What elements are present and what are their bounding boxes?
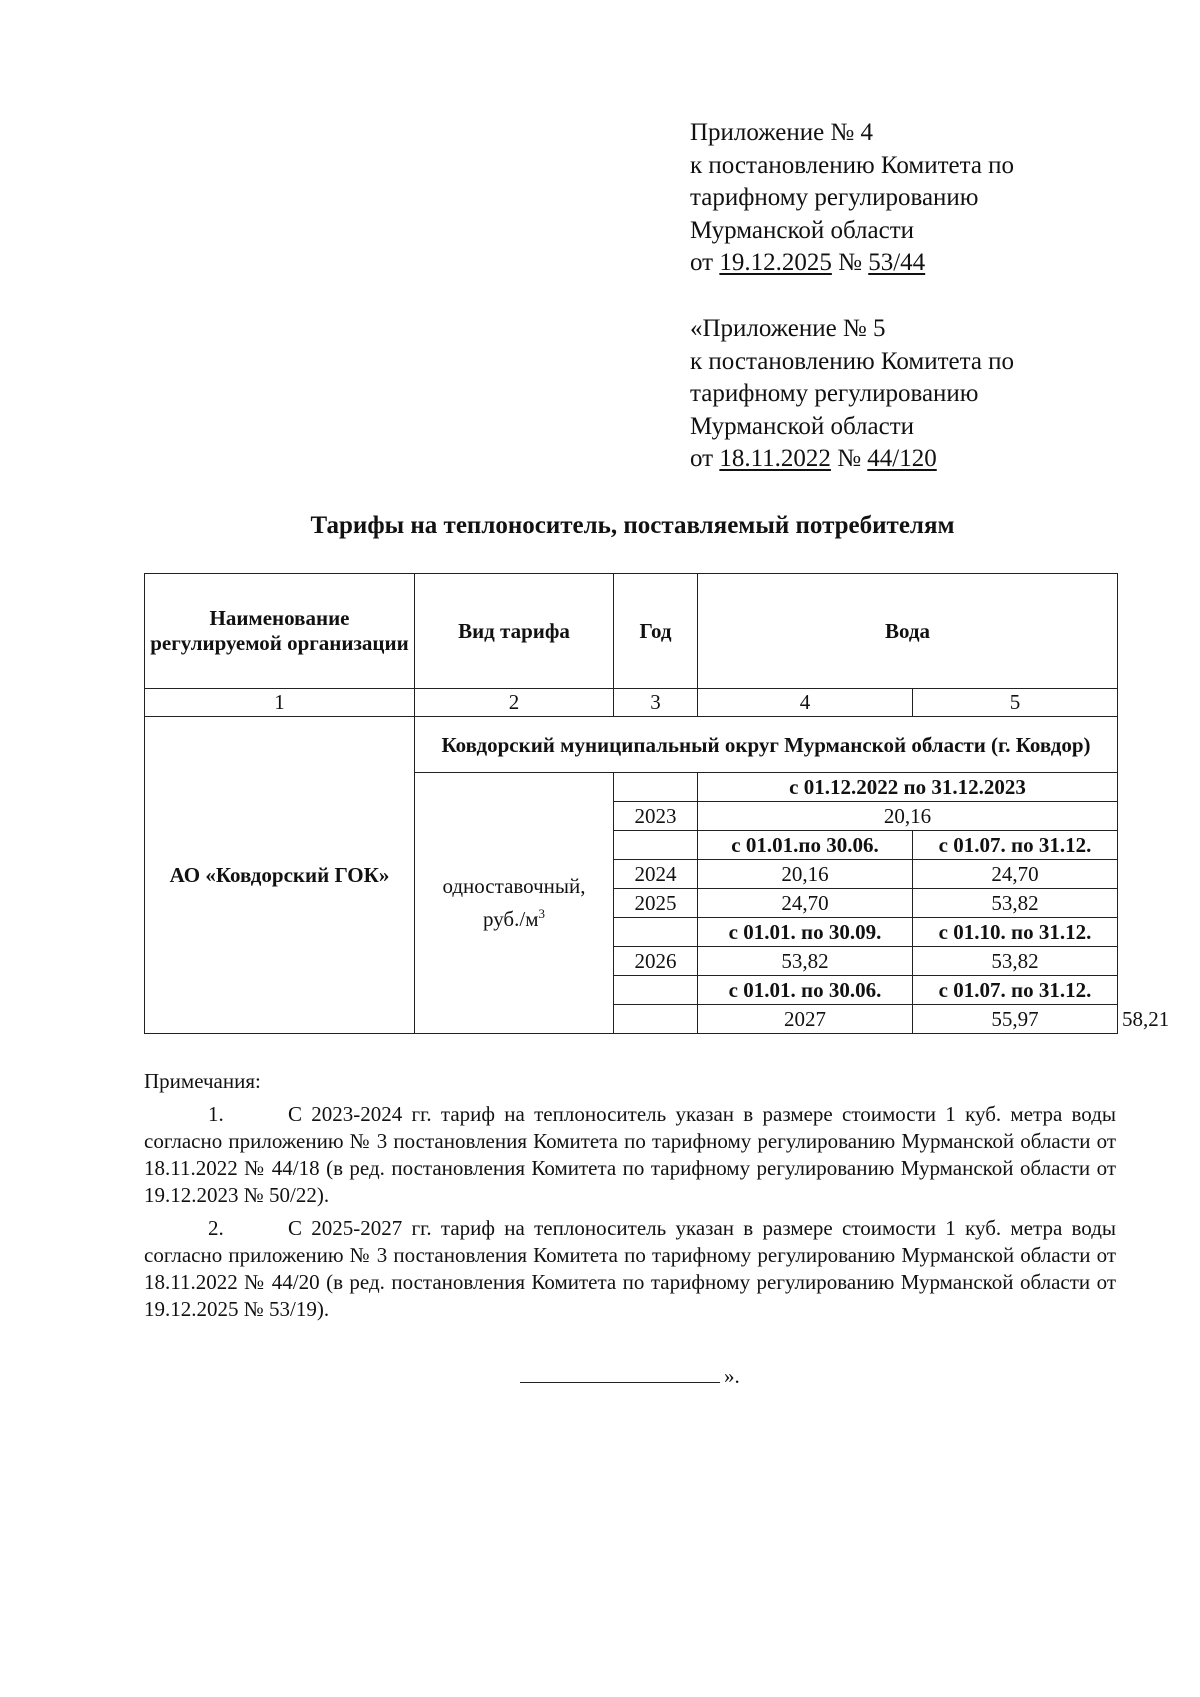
appendix-line: Мурманской области xyxy=(690,412,915,440)
year-cell: 2027 xyxy=(698,1005,913,1034)
date-prefix: от xyxy=(690,249,714,276)
value-cell: 20,16 xyxy=(698,860,913,889)
value-cell: 24,70 xyxy=(698,889,913,918)
tariff-kind-cell-bottom xyxy=(614,1005,698,1034)
column-number: 5 xyxy=(913,689,1118,717)
value-cell: 53,82 xyxy=(913,947,1118,976)
column-number: 2 xyxy=(415,689,614,717)
tariff-kind-cell xyxy=(415,773,614,1034)
unit-superscript: 3 xyxy=(538,906,545,921)
value-cell: 53,82 xyxy=(913,889,1118,918)
period-cell: с 01.07. по 31.12. xyxy=(913,831,1118,860)
year-cell xyxy=(614,976,698,1005)
note-text: С 2025-2027 гг. тариф на теплоноситель указан в размере стоимости 1 куб. метра воды согласно приложению № 3 постановления Комитета по тарифному регулированию Мурманской области от 18.11.2022 № 44/20 (в ред. постановления Комитета по тарифному регулированию Мурманской области от 19.12.2025 № 53/19). xyxy=(144,1216,1116,1321)
year-cell xyxy=(614,773,698,802)
appendix-line: к постановлению Комитета по xyxy=(690,347,1015,375)
period-cell: с 01.01. по 30.09. xyxy=(698,918,913,947)
year-cell xyxy=(614,918,698,947)
year-cell: 2026 xyxy=(614,947,698,976)
municipality-cell: Ковдорский муниципальный округ Мурманской области (г. Ковдор) xyxy=(415,717,1118,773)
appendix-line: тарифному регулированию xyxy=(690,380,979,407)
period-cell: с 01.01.по 30.06. xyxy=(698,831,913,860)
appendix-date: 19.12.2025 xyxy=(719,249,832,276)
appendix-line: Мурманской области xyxy=(690,216,915,244)
number-sign: № xyxy=(838,249,862,276)
header-row xyxy=(145,574,1118,689)
period-cell: с 01.01. по 30.06. xyxy=(698,976,913,1005)
appendix-line: «Приложение № 5 xyxy=(690,315,886,342)
header-water: Вода xyxy=(698,574,1118,689)
closing-mark xyxy=(520,1364,740,1389)
year-cell: 2025 xyxy=(614,889,698,918)
appendix-number: 53/44 xyxy=(868,249,926,276)
year-cell: 2024 xyxy=(614,860,698,889)
appendix-line: Приложение № 4 xyxy=(690,119,874,146)
value-cell: 20,16 xyxy=(698,802,1118,831)
period-cell: с 01.12.2022 по 31.12.2023 xyxy=(698,773,1118,802)
appendix-header-current xyxy=(690,117,1014,280)
header-year: Год xyxy=(614,574,698,689)
note-number: 2. xyxy=(208,1216,224,1240)
table-row: 2027 55,97 58,21 xyxy=(145,1005,1118,1034)
column-number: 4 xyxy=(698,689,913,717)
value-cell: 53,82 xyxy=(698,947,913,976)
value-cell: 24,70 xyxy=(913,860,1118,889)
closing-quote: ». xyxy=(724,1364,740,1388)
appendix-line: к постановлению Комитета по xyxy=(690,151,1015,179)
municipality-row xyxy=(145,717,1118,773)
value-cell: 55,97 xyxy=(913,1005,1118,1034)
tariff-kind-text: одноставочный, руб./м xyxy=(442,874,586,931)
note-item xyxy=(144,1101,1116,1209)
notes-heading: Примечания: xyxy=(144,1069,261,1093)
header-tariff-type: Вид тарифа xyxy=(415,574,614,689)
column-number: 1 xyxy=(145,689,415,717)
tariff-table xyxy=(144,573,1170,1034)
appendix-line: тарифному регулированию xyxy=(690,184,979,211)
period-cell: с 01.10. по 31.12. xyxy=(913,918,1118,947)
appendix-date-line xyxy=(690,443,1014,476)
year-cell xyxy=(614,831,698,860)
appendix-date-line xyxy=(690,247,1014,280)
appendix-number: 44/120 xyxy=(867,445,937,472)
document-title: Тарифы на теплоноситель, поставляемый потребителям xyxy=(310,512,955,539)
closing-line xyxy=(520,1382,720,1383)
period-cell: с 01.07. по 31.12. xyxy=(913,976,1118,1005)
note-item xyxy=(144,1215,1116,1323)
note-text: С 2023-2024 гг. тариф на теплоноситель указан в размере стоимости 1 куб. метра воды согласно приложению № 3 постановления Комитета по тарифному регулированию Мурманской области от 18.11.2022 № 44/18 (в ред. постановления Комитета по тарифному регулированию Мурманской области от 19.12.2023 № 50/22). xyxy=(144,1102,1116,1207)
notes-section xyxy=(144,1068,1116,1323)
organization-cell: АО «Ковдорский ГОК» xyxy=(145,717,415,1034)
note-number: 1. xyxy=(208,1102,224,1126)
number-sign: № xyxy=(837,445,862,472)
column-number: 3 xyxy=(614,689,698,717)
appendix-header-original xyxy=(690,313,1014,476)
column-number-row xyxy=(145,689,1118,717)
date-prefix: от xyxy=(690,445,714,472)
year-cell: 2023 xyxy=(614,802,698,831)
header-org: Наименование регулируемой организации xyxy=(145,574,415,689)
appendix-date: 18.11.2022 xyxy=(719,445,831,472)
